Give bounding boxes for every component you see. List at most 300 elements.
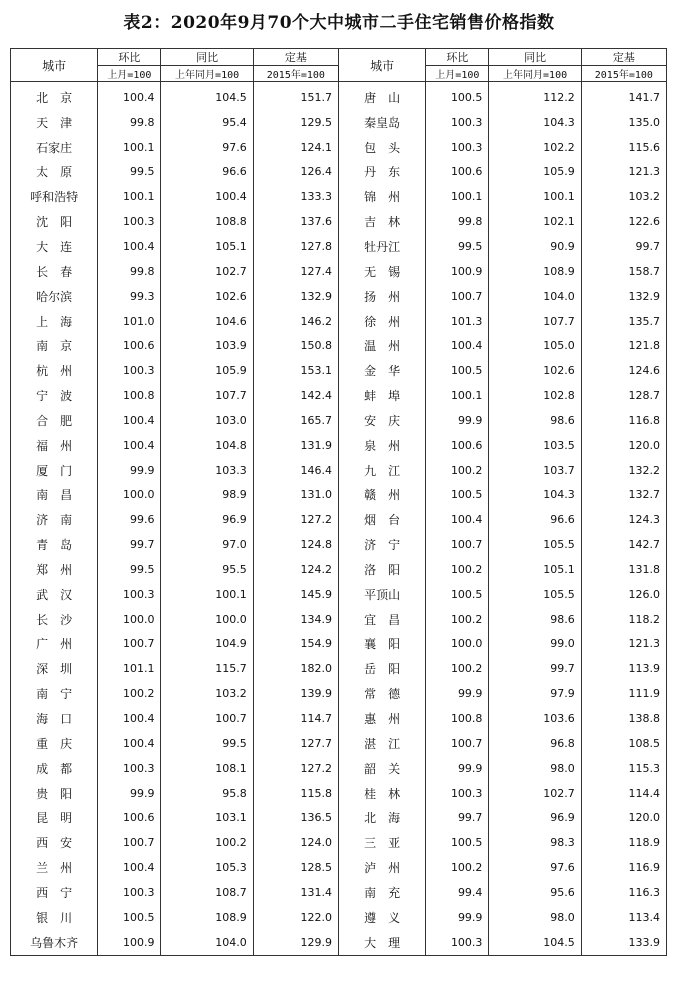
base-index-right: 138.8: [581, 706, 666, 731]
base-index-right: 120.0: [581, 433, 666, 458]
city-name-left: 北 京: [11, 82, 98, 110]
city-name-right: 湛 江: [338, 731, 425, 756]
yoy-index-right: 99.0: [489, 632, 581, 657]
header-tb-sub-left: 上年同月=100: [161, 66, 253, 82]
mom-index-right: 100.7: [426, 532, 489, 557]
header-tb-sub-right: 上年同月=100: [489, 66, 581, 82]
base-index-right: 128.7: [581, 383, 666, 408]
city-name-left: 银 川: [11, 905, 98, 930]
yoy-index-left: 105.1: [161, 234, 253, 259]
city-name-right: 济 宁: [338, 532, 425, 557]
city-name-right: 桂 林: [338, 781, 425, 806]
header-city-right: 城市: [338, 49, 425, 82]
table-body: [11, 82, 667, 956]
base-index-left: 134.9: [253, 607, 338, 632]
city-name-left: 合 肥: [11, 408, 98, 433]
yoy-index-left: 103.2: [161, 681, 253, 706]
table-row: [11, 259, 667, 284]
yoy-index-right: 98.3: [489, 830, 581, 855]
mom-index-left: 100.4: [98, 408, 161, 433]
mom-index-right: 100.3: [426, 135, 489, 160]
city-name-right: 徐 州: [338, 309, 425, 334]
city-name-right: 扬 州: [338, 284, 425, 309]
city-name-right: 三 亚: [338, 830, 425, 855]
city-name-right: 赣 州: [338, 483, 425, 508]
yoy-index-left: 95.8: [161, 781, 253, 806]
base-index-left: 131.9: [253, 433, 338, 458]
mom-index-right: 99.5: [426, 234, 489, 259]
city-name-right: 丹 东: [338, 160, 425, 185]
table-row: [11, 110, 667, 135]
table-row: [11, 135, 667, 160]
mom-index-left: 100.5: [98, 905, 161, 930]
base-index-left: 182.0: [253, 656, 338, 681]
city-name-right: 蚌 埠: [338, 383, 425, 408]
mom-index-left: 100.4: [98, 731, 161, 756]
base-index-right: 108.5: [581, 731, 666, 756]
yoy-index-left: 95.5: [161, 557, 253, 582]
yoy-index-left: 104.9: [161, 632, 253, 657]
mom-index-left: 100.6: [98, 333, 161, 358]
city-name-right: 牡丹江: [338, 234, 425, 259]
yoy-index-left: 99.5: [161, 731, 253, 756]
yoy-index-right: 105.1: [489, 557, 581, 582]
table-row: [11, 358, 667, 383]
mom-index-left: 100.3: [98, 582, 161, 607]
yoy-index-right: 108.9: [489, 259, 581, 284]
base-index-right: 135.7: [581, 309, 666, 334]
yoy-index-left: 105.3: [161, 855, 253, 880]
yoy-index-left: 97.0: [161, 532, 253, 557]
base-index-left: 131.4: [253, 880, 338, 905]
yoy-index-right: 90.9: [489, 234, 581, 259]
yoy-index-left: 104.5: [161, 82, 253, 110]
table-row: [11, 880, 667, 905]
city-name-left: 长 春: [11, 259, 98, 284]
base-index-left: 124.2: [253, 557, 338, 582]
yoy-index-right: 104.3: [489, 110, 581, 135]
base-index-right: 121.3: [581, 160, 666, 185]
header-dj-right: 定基: [581, 49, 666, 66]
table-row: [11, 905, 667, 930]
base-index-right: 118.9: [581, 830, 666, 855]
mom-index-right: 100.2: [426, 607, 489, 632]
mom-index-left: 100.0: [98, 483, 161, 508]
base-index-left: 142.4: [253, 383, 338, 408]
base-index-right: 158.7: [581, 259, 666, 284]
base-index-right: 116.9: [581, 855, 666, 880]
base-index-left: 115.8: [253, 781, 338, 806]
base-index-left: 133.3: [253, 184, 338, 209]
mom-index-right: 99.7: [426, 805, 489, 830]
city-name-left: 太 原: [11, 160, 98, 185]
city-name-left: 呼和浩特: [11, 184, 98, 209]
mom-index-right: 100.3: [426, 930, 489, 955]
table-row: [11, 209, 667, 234]
base-index-left: 132.9: [253, 284, 338, 309]
header-tb-right: 同比: [489, 49, 581, 66]
city-name-left: 石家庄: [11, 135, 98, 160]
city-name-right: 温 州: [338, 333, 425, 358]
base-index-left: 146.4: [253, 458, 338, 483]
table-row: [11, 532, 667, 557]
city-name-right: 襄 阳: [338, 632, 425, 657]
base-index-left: 122.0: [253, 905, 338, 930]
base-index-right: 99.7: [581, 234, 666, 259]
yoy-index-right: 95.6: [489, 880, 581, 905]
yoy-index-left: 102.7: [161, 259, 253, 284]
mom-index-left: 99.7: [98, 532, 161, 557]
yoy-index-left: 100.1: [161, 582, 253, 607]
city-name-right: 洛 阳: [338, 557, 425, 582]
mom-index-right: 99.8: [426, 209, 489, 234]
yoy-index-right: 98.6: [489, 408, 581, 433]
mom-index-right: 100.6: [426, 160, 489, 185]
city-name-left: 福 州: [11, 433, 98, 458]
yoy-index-right: 102.6: [489, 358, 581, 383]
city-name-right: 平顶山: [338, 582, 425, 607]
mom-index-left: 101.0: [98, 309, 161, 334]
yoy-index-right: 105.0: [489, 333, 581, 358]
base-index-right: 121.3: [581, 632, 666, 657]
base-index-right: 126.0: [581, 582, 666, 607]
table-row: [11, 930, 667, 955]
yoy-index-left: 103.1: [161, 805, 253, 830]
yoy-index-left: 103.0: [161, 408, 253, 433]
city-name-right: 韶 关: [338, 756, 425, 781]
header-hb-sub-left: 上月=100: [98, 66, 161, 82]
base-index-right: 142.7: [581, 532, 666, 557]
yoy-index-left: 100.2: [161, 830, 253, 855]
table-row: [11, 507, 667, 532]
mom-index-left: 100.3: [98, 756, 161, 781]
base-index-left: 145.9: [253, 582, 338, 607]
yoy-index-right: 99.7: [489, 656, 581, 681]
yoy-index-right: 105.5: [489, 582, 581, 607]
city-name-left: 天 津: [11, 110, 98, 135]
city-name-left: 兰 州: [11, 855, 98, 880]
mom-index-right: 99.9: [426, 756, 489, 781]
base-index-left: 131.0: [253, 483, 338, 508]
city-name-left: 深 圳: [11, 656, 98, 681]
mom-index-left: 100.2: [98, 681, 161, 706]
city-name-left: 沈 阳: [11, 209, 98, 234]
mom-index-right: 99.4: [426, 880, 489, 905]
mom-index-left: 100.6: [98, 805, 161, 830]
yoy-index-left: 102.6: [161, 284, 253, 309]
base-index-left: 151.7: [253, 82, 338, 110]
yoy-index-right: 103.5: [489, 433, 581, 458]
base-index-right: 115.3: [581, 756, 666, 781]
base-index-right: 113.4: [581, 905, 666, 930]
base-index-left: 146.2: [253, 309, 338, 334]
base-index-right: 131.8: [581, 557, 666, 582]
yoy-index-right: 96.8: [489, 731, 581, 756]
table-row: [11, 458, 667, 483]
base-index-right: 121.8: [581, 333, 666, 358]
yoy-index-right: 103.6: [489, 706, 581, 731]
mom-index-left: 100.4: [98, 234, 161, 259]
mom-index-left: 100.4: [98, 706, 161, 731]
yoy-index-right: 102.2: [489, 135, 581, 160]
city-name-right: 北 海: [338, 805, 425, 830]
yoy-index-left: 108.1: [161, 756, 253, 781]
city-name-left: 贵 阳: [11, 781, 98, 806]
mom-index-left: 101.1: [98, 656, 161, 681]
yoy-index-right: 97.6: [489, 855, 581, 880]
yoy-index-left: 100.7: [161, 706, 253, 731]
city-name-left: 西 宁: [11, 880, 98, 905]
mom-index-right: 100.7: [426, 731, 489, 756]
city-name-left: 昆 明: [11, 805, 98, 830]
yoy-index-right: 98.0: [489, 756, 581, 781]
base-index-left: 139.9: [253, 681, 338, 706]
mom-index-left: 100.1: [98, 184, 161, 209]
mom-index-left: 99.6: [98, 507, 161, 532]
city-name-right: 吉 林: [338, 209, 425, 234]
city-name-right: 泸 州: [338, 855, 425, 880]
table-row: [11, 309, 667, 334]
base-index-right: 113.9: [581, 656, 666, 681]
table-row: [11, 830, 667, 855]
city-name-right: 常 德: [338, 681, 425, 706]
header-dj-sub-right: 2015年=100: [581, 66, 666, 82]
yoy-index-right: 102.7: [489, 781, 581, 806]
base-index-left: 129.5: [253, 110, 338, 135]
mom-index-right: 101.3: [426, 309, 489, 334]
base-index-left: 154.9: [253, 632, 338, 657]
table-row: [11, 82, 667, 110]
mom-index-left: 99.5: [98, 160, 161, 185]
city-name-right: 泉 州: [338, 433, 425, 458]
city-name-right: 安 庆: [338, 408, 425, 433]
yoy-index-right: 97.9: [489, 681, 581, 706]
city-name-left: 杭 州: [11, 358, 98, 383]
city-name-left: 厦 门: [11, 458, 98, 483]
base-index-right: 120.0: [581, 805, 666, 830]
base-index-right: 115.6: [581, 135, 666, 160]
table-title: 表2：2020年9月70个大中城市二手住宅销售价格指数: [123, 13, 555, 33]
base-index-left: 124.1: [253, 135, 338, 160]
yoy-index-left: 108.7: [161, 880, 253, 905]
mom-index-left: 99.8: [98, 259, 161, 284]
base-index-left: 128.5: [253, 855, 338, 880]
base-index-left: 150.8: [253, 333, 338, 358]
base-index-right: 124.3: [581, 507, 666, 532]
city-name-left: 成 都: [11, 756, 98, 781]
base-index-right: 132.9: [581, 284, 666, 309]
table-row: [11, 557, 667, 582]
table-row: [11, 681, 667, 706]
city-name-left: 宁 波: [11, 383, 98, 408]
mom-index-right: 100.2: [426, 656, 489, 681]
table-row: [11, 184, 667, 209]
table-row: [11, 656, 667, 681]
city-name-left: 海 口: [11, 706, 98, 731]
mom-index-right: 100.5: [426, 582, 489, 607]
mom-index-right: 100.5: [426, 830, 489, 855]
mom-index-right: 99.9: [426, 408, 489, 433]
yoy-index-right: 107.7: [489, 309, 581, 334]
mom-index-right: 100.4: [426, 333, 489, 358]
base-index-left: 126.4: [253, 160, 338, 185]
yoy-index-right: 102.1: [489, 209, 581, 234]
table-row: [11, 607, 667, 632]
table-row: [11, 855, 667, 880]
mom-index-right: 99.9: [426, 681, 489, 706]
base-index-left: 124.0: [253, 830, 338, 855]
yoy-index-left: 107.7: [161, 383, 253, 408]
mom-index-left: 100.3: [98, 880, 161, 905]
city-name-left: 上 海: [11, 309, 98, 334]
base-index-right: 124.6: [581, 358, 666, 383]
mom-index-right: 100.7: [426, 284, 489, 309]
city-name-left: 大 连: [11, 234, 98, 259]
mom-index-left: 100.4: [98, 82, 161, 110]
yoy-index-left: 108.8: [161, 209, 253, 234]
price-index-table: [10, 48, 667, 956]
yoy-index-right: 105.9: [489, 160, 581, 185]
base-index-left: 114.7: [253, 706, 338, 731]
yoy-index-right: 105.5: [489, 532, 581, 557]
base-index-left: 127.4: [253, 259, 338, 284]
city-name-left: 南 京: [11, 333, 98, 358]
yoy-index-left: 96.9: [161, 507, 253, 532]
mom-index-right: 100.1: [426, 184, 489, 209]
yoy-index-right: 104.0: [489, 284, 581, 309]
base-index-left: 153.1: [253, 358, 338, 383]
header-city-left: 城市: [11, 49, 98, 82]
mom-index-left: 99.3: [98, 284, 161, 309]
table-row: [11, 781, 667, 806]
base-index-left: 127.7: [253, 731, 338, 756]
mom-index-right: 100.2: [426, 855, 489, 880]
mom-index-right: 100.3: [426, 110, 489, 135]
header-tb-left: 同比: [161, 49, 253, 66]
yoy-index-right: 112.2: [489, 82, 581, 110]
yoy-index-right: 104.3: [489, 483, 581, 508]
yoy-index-left: 105.9: [161, 358, 253, 383]
city-name-left: 郑 州: [11, 557, 98, 582]
city-name-right: 秦皇岛: [338, 110, 425, 135]
city-name-right: 岳 阳: [338, 656, 425, 681]
mom-index-right: 100.5: [426, 358, 489, 383]
table-row: [11, 408, 667, 433]
base-index-right: 141.7: [581, 82, 666, 110]
yoy-index-right: 104.5: [489, 930, 581, 955]
yoy-index-right: 98.6: [489, 607, 581, 632]
table-row: [11, 731, 667, 756]
mom-index-right: 99.9: [426, 905, 489, 930]
yoy-index-right: 96.6: [489, 507, 581, 532]
mom-index-left: 99.9: [98, 781, 161, 806]
city-name-left: 重 庆: [11, 731, 98, 756]
table-row: [11, 805, 667, 830]
city-name-right: 烟 台: [338, 507, 425, 532]
mom-index-left: 100.1: [98, 135, 161, 160]
mom-index-right: 100.6: [426, 433, 489, 458]
base-index-right: 114.4: [581, 781, 666, 806]
base-index-right: 103.2: [581, 184, 666, 209]
mom-index-left: 99.8: [98, 110, 161, 135]
mom-index-right: 100.2: [426, 557, 489, 582]
city-name-right: 金 华: [338, 358, 425, 383]
table-row: [11, 160, 667, 185]
base-index-right: 116.3: [581, 880, 666, 905]
city-name-left: 哈尔滨: [11, 284, 98, 309]
base-index-right: 118.2: [581, 607, 666, 632]
yoy-index-left: 97.6: [161, 135, 253, 160]
yoy-index-right: 98.0: [489, 905, 581, 930]
yoy-index-left: 100.0: [161, 607, 253, 632]
mom-index-right: 100.9: [426, 259, 489, 284]
base-index-right: 135.0: [581, 110, 666, 135]
table-row: [11, 632, 667, 657]
yoy-index-left: 104.8: [161, 433, 253, 458]
yoy-index-left: 96.6: [161, 160, 253, 185]
city-name-left: 青 岛: [11, 532, 98, 557]
yoy-index-left: 104.6: [161, 309, 253, 334]
mom-index-right: 100.0: [426, 632, 489, 657]
base-index-left: 129.9: [253, 930, 338, 955]
city-name-left: 广 州: [11, 632, 98, 657]
table-header: [11, 49, 667, 82]
city-name-left: 长 沙: [11, 607, 98, 632]
base-index-left: 127.2: [253, 507, 338, 532]
mom-index-right: 100.3: [426, 781, 489, 806]
header-hb-left: 环比: [98, 49, 161, 66]
mom-index-left: 100.3: [98, 358, 161, 383]
base-index-left: 137.6: [253, 209, 338, 234]
table-row: [11, 582, 667, 607]
mom-index-left: 100.7: [98, 632, 161, 657]
header-dj-sub-left: 2015年=100: [253, 66, 338, 82]
city-name-right: 大 理: [338, 930, 425, 955]
mom-index-left: 100.4: [98, 433, 161, 458]
base-index-left: 127.8: [253, 234, 338, 259]
yoy-index-right: 103.7: [489, 458, 581, 483]
base-index-right: 111.9: [581, 681, 666, 706]
mom-index-left: 100.9: [98, 930, 161, 955]
table-row: [11, 756, 667, 781]
table-row: [11, 706, 667, 731]
city-name-right: 锦 州: [338, 184, 425, 209]
header-hb-right: 环比: [426, 49, 489, 66]
city-name-right: 南 充: [338, 880, 425, 905]
base-index-right: 132.7: [581, 483, 666, 508]
yoy-index-right: 102.8: [489, 383, 581, 408]
city-name-left: 西 安: [11, 830, 98, 855]
mom-index-left: 100.0: [98, 607, 161, 632]
city-name-right: 宜 昌: [338, 607, 425, 632]
base-index-left: 136.5: [253, 805, 338, 830]
base-index-left: 124.8: [253, 532, 338, 557]
base-index-right: 122.6: [581, 209, 666, 234]
table-row: [11, 234, 667, 259]
yoy-index-left: 115.7: [161, 656, 253, 681]
mom-index-right: 100.5: [426, 483, 489, 508]
city-name-right: 无 锡: [338, 259, 425, 284]
yoy-index-left: 103.3: [161, 458, 253, 483]
city-name-left: 南 昌: [11, 483, 98, 508]
mom-index-right: 100.8: [426, 706, 489, 731]
mom-index-right: 100.1: [426, 383, 489, 408]
yoy-index-left: 100.4: [161, 184, 253, 209]
mom-index-left: 100.4: [98, 855, 161, 880]
city-name-right: 遵 义: [338, 905, 425, 930]
mom-index-left: 99.9: [98, 458, 161, 483]
table-row: [11, 433, 667, 458]
